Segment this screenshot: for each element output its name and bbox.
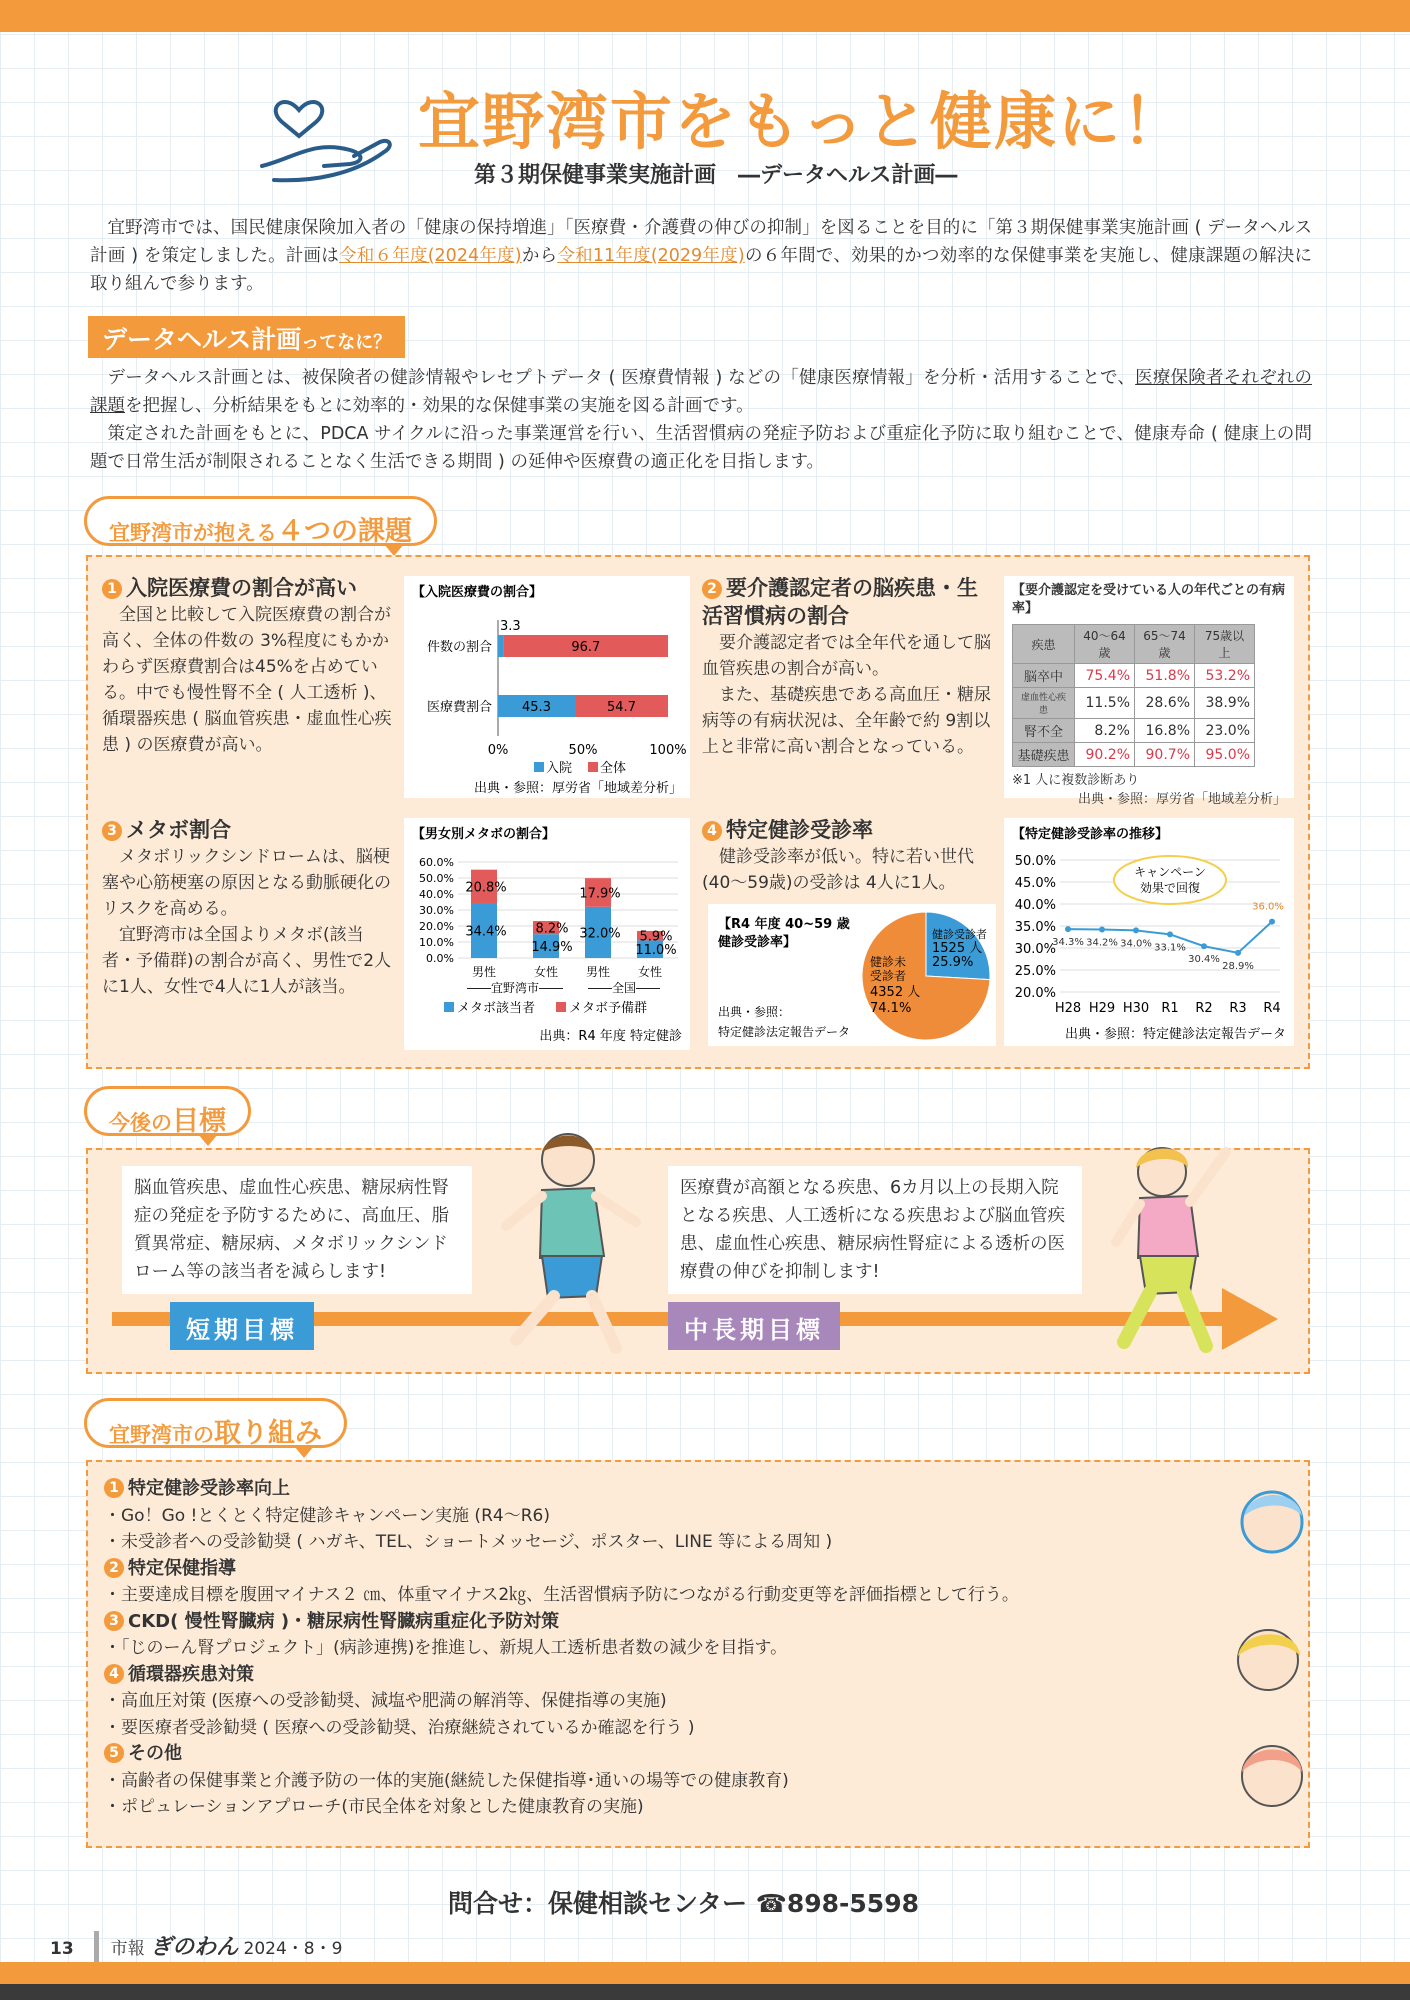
intro-paragraph: 宜野湾市では、国民健康保険加入者の「健康の保持増進」「医療費・介護費の伸びの抑制」を図ることを目的に「第３期保健事業実施計画 ( データヘルス計画 ) を策定しました。計画は令和６年度(2024年度)から令和11年度(2029年度)の６年間で、効果的かつ効率的な保健事業を実施し、健康課題の解決に取り組んで参ります。 <box>90 218 1313 294</box>
period-end: 令和11年度(2029年度) <box>557 246 745 266</box>
hand-heart-icon <box>254 70 414 190</box>
pie-label: 25.9% <box>932 955 974 970</box>
x-tick-label: R2 <box>1195 1001 1213 1016</box>
data-point <box>1235 950 1241 956</box>
category-label: 女性 <box>533 965 559 979</box>
table-row: 脳卒中 75.4% 51.8% 53.2% <box>1013 664 1255 688</box>
page-title: 宜野湾市をもっと健康に！ <box>418 85 1187 158</box>
y-tick-label: 45.0% <box>1014 876 1056 891</box>
data-point <box>1133 927 1139 933</box>
data-label: 34.4% <box>465 924 507 940</box>
category-label: 男性 <box>585 965 611 979</box>
data-label: 8.2% <box>535 921 569 937</box>
medical-staff-illustration <box>1220 1480 1310 1840</box>
y-tick-label: 40.0% <box>1014 898 1056 913</box>
effort-item: 5 その他 ・高齢者の保健事業と介護予防の一体的実施(継続した保健指導･通いの場等での健康教育) ・ポピュレーションアプローチ(市民全体を対象とした健康教育の実施) <box>104 1743 789 1817</box>
data-label: 17.9% <box>579 886 621 902</box>
group-label: ――全国―― <box>587 981 661 995</box>
callout-bubble <box>1114 856 1226 904</box>
x-tick-label: H28 <box>1054 1001 1082 1016</box>
data-label: 54.7 <box>607 700 636 715</box>
data-label: 34.3% <box>1052 937 1084 949</box>
what-paragraph: データヘルス計画とは、被保険者の健診情報やレセプトデータ ( 医療費情報 ) などの「健康医療情報」を分析・活用することで、医療保険者それぞれの課題を把握し、分析結果をもとに効率的・効果的な保健事業の実施を図る計画です。 策定された計画をもとに、PDCA サイクルに沿った事業運営を行い、生活習慣病の発症予防および重症化予防に取り組むことで、健康寿命 ( 健康上の問題で日常生活が制限されることなく生活できる期間 ) の延伸や医療費の適正化を目指します。 <box>90 368 1312 472</box>
x-tick-label: R4 <box>1263 1001 1281 1016</box>
chart-source: 出典・参照：厚労省「地域差分析」 <box>473 781 682 796</box>
footer: 13 市報 ぎのわん 2024・8・9 <box>50 1930 342 1967</box>
period-start: 令和６年度(2024年度) <box>339 246 522 266</box>
issue-1: 1 入院医療費の割合が高い 全国と比較して入院医療費の割合が高く、全体の件数の 3%程度にもかかわらず医療費割合は45%を占めている。中でも慢性腎不全 ( 人工透析 )、循環器疾患 ( 脳血管疾患・虚血性心疾患 ) の医療費が高い。 <box>102 576 392 755</box>
data-label: 96.7 <box>571 640 601 655</box>
chart-inpatient-cost <box>404 576 690 798</box>
pie-label: 受診者 <box>870 969 907 983</box>
x-tick-label: R3 <box>1229 1001 1247 1016</box>
long-term-goal-text: 医療費が高額となる疾患、6カ月以上の長期入院となる疾患、人工透析になる疾患および脳血管疾患、虚血性心疾患、糖尿病性腎症による透析の医療費の伸びを抑制します! <box>668 1166 1082 1294</box>
y-tick-label: 20.0% <box>1014 986 1056 1001</box>
legend-swatch <box>444 1002 454 1012</box>
data-label: 28.9% <box>1222 960 1254 972</box>
y-tick-label: 20.0% <box>419 920 454 933</box>
category-label: 件数の割合 <box>426 640 492 655</box>
effort-item: 3 CKD( 慢性腎臓病 )・糖尿病性腎臓病重症化予防対策 ・「じのーん腎プロジェクト」(病診連携)を推進し、新規人工透析患者数の減少を目指す。 <box>104 1610 788 1658</box>
efforts-heading-pill: 宜野湾市の取り組み <box>84 1398 347 1448</box>
pie-label: 1525 人 <box>932 941 983 956</box>
y-tick-label: 30.0% <box>419 904 454 917</box>
table-row: 腎不全 8.2% 16.8% 23.0% <box>1013 719 1255 743</box>
section-banner-what: データヘルス計画ってなに？ <box>88 316 405 358</box>
page-number: 13 <box>50 1939 74 1959</box>
chart-title: 【R4 年度 40~59 歳 <box>718 917 850 932</box>
page-subtitle: 第３期保健事業実施計画 ―データヘルス計画― <box>474 163 958 188</box>
chart-source: 出典：R4 年度 特定健診 <box>539 1029 682 1044</box>
issues-heading-pill: 宜野湾市が抱える４つの課題 <box>84 496 437 546</box>
goals-heading-pill: 今後の目標 <box>84 1086 251 1136</box>
data-label: 3.3 <box>500 619 521 634</box>
y-tick-label: 50.0% <box>419 872 454 885</box>
chart-source: 特定健診法定報告データ <box>718 1025 851 1039</box>
short-term-goal-text: 脳血管疾患、虚血性心疾患、糖尿病性腎症の発症を予防するために、高血圧、脂質異常症、糖尿病、メタボリックシンドローム等の該当者を減らします! <box>122 1166 472 1294</box>
effort-item: 4 循環器疾患対策 ・高血圧対策 (医療への受診勧奨、減塩や肥満の解消等、保健指導の実施) ・要医療者受診勧奨 ( 医療への受診勧奨、治療継続されているか確認を行う ) <box>104 1663 695 1738</box>
issue-3: 3 メタボ割合 メタボリックシンドロームは、脳梗塞や心筋梗塞の原因となる動脈硬化のリスクを高める。 宜野湾市は全国よりメタボ(該当者・予備群)の割合が高く、男性で2人に1人、女性で4人に1人が該当。 <box>102 818 392 997</box>
data-label: 34.0% <box>1120 938 1152 950</box>
chart-title: 【入院医療費の割合】 <box>412 585 543 600</box>
y-tick-label: 35.0% <box>1014 920 1056 935</box>
chart-title: 【男女別メタボの割合】 <box>412 827 556 842</box>
bar <box>498 635 504 657</box>
data-label: 45.3 <box>522 700 551 715</box>
legend-swatch <box>588 762 598 772</box>
chart-source: 出典・参照： <box>718 1005 791 1019</box>
table-care-prevalence: 【要介護認定を受けている人の年代ごとの有病率】 疾患 40～64歳 65～74歳 75歳以上 脳卒中 75.4% 51.8% 53.2% 虚血性心疾患 11.5% 28.6% 38.9% 腎不全 8.2% 16.8% 23.0% 基礎疾患 90.2% 90.7% 95.0% ※1 人に複数診断あり 出典・参照：厚労省「地域差分析」 <box>1004 576 1294 798</box>
data-point <box>1065 926 1071 932</box>
running-woman-illustration <box>1110 1132 1240 1372</box>
x-tick-label: 0% <box>487 743 509 758</box>
legend-label: 入院 <box>546 761 573 776</box>
effort-item: 2 特定保健指導 ・主要達成目標を腹囲マイナス２ ㎝、体重マイナス2㎏、生活習慣病予防につながる行動変更等を評価指標として行う。 <box>104 1557 1019 1605</box>
contact-info: 問合せ：保健相談センター ☎898-5598 <box>448 1889 919 1918</box>
y-tick-label: 25.0% <box>1014 964 1056 979</box>
chart-metabo <box>404 818 690 1050</box>
data-label: 14.9% <box>531 940 573 956</box>
x-tick-label: 50% <box>568 743 598 758</box>
data-point <box>1269 919 1275 925</box>
legend-label: 全体 <box>600 761 627 776</box>
x-tick-label: H29 <box>1088 1001 1116 1016</box>
data-label: 36.0% <box>1252 901 1284 913</box>
callout-text: キャンペーン <box>1134 865 1206 879</box>
bottom-color-bar <box>0 1962 1410 2000</box>
pie-label: 74.1% <box>870 1001 912 1016</box>
y-tick-label: 50.0% <box>1014 854 1056 869</box>
data-label: 30.4% <box>1188 954 1220 966</box>
x-tick-label: 100% <box>649 743 687 758</box>
legend-swatch <box>556 1002 566 1012</box>
effort-item: 1 特定健診受診率向上 ・Go！Go !とくとく特定健診キャンペーン実施 (R4～R6) ・未受診者への受診勧奨 ( ハガキ、TEL、ショートメッセージ、ポスター、LINE 等による周知 ) <box>104 1478 833 1552</box>
chart-checkup-trend <box>1004 818 1294 1046</box>
magazine-logo: ぎのわん <box>150 1934 239 1960</box>
x-tick-label: H30 <box>1122 1001 1150 1016</box>
category-label: 医療費割合 <box>426 700 492 715</box>
chart-title: 【特定健診受診率の推移】 <box>1012 827 1169 842</box>
legend-label: メタボ予備群 <box>569 1001 648 1016</box>
prevalence-table: 疾患 40～64歳 65～74歳 75歳以上 脳卒中 75.4% 51.8% 53.2% 虚血性心疾患 11.5% 28.6% 38.9% 腎不全 8.2% 16.8% 23.0% 基礎疾患 90.2% 90.7% 95.0% <box>1012 624 1255 767</box>
data-label: 34.2% <box>1086 937 1118 949</box>
running-man-illustration <box>496 1126 646 1366</box>
long-term-goal-label: 中長期目標 <box>668 1302 840 1350</box>
legend-label: メタボ該当者 <box>457 1001 536 1016</box>
x-tick-label: R1 <box>1161 1001 1179 1016</box>
chart-checkup-pie <box>708 904 996 1046</box>
y-tick-label: 30.0% <box>1014 942 1056 957</box>
efforts-list <box>104 1476 1224 1821</box>
table-row: 虚血性心疾患 11.5% 28.6% 38.9% <box>1013 688 1255 719</box>
data-point <box>1167 931 1173 937</box>
callout-text: 効果で回復 <box>1139 881 1201 895</box>
legend-swatch <box>534 762 544 772</box>
group-label: ――宜野湾市―― <box>466 981 564 995</box>
category-label: 女性 <box>637 965 663 979</box>
data-label: 33.1% <box>1154 942 1186 954</box>
category-label: 男性 <box>471 965 497 979</box>
data-label: 11.0% <box>635 943 677 959</box>
data-point <box>1099 927 1105 933</box>
data-label: 32.0% <box>579 926 621 942</box>
data-label: 5.9% <box>639 929 673 945</box>
y-tick-label: 10.0% <box>419 936 454 949</box>
chart-title: 健診受診率】 <box>718 935 797 950</box>
data-label: 20.8% <box>465 880 507 896</box>
pie-label: 健診未 <box>870 955 907 969</box>
data-point <box>1201 943 1207 949</box>
issue-4: 4 特定健診受診率 健診受診率が低い。特に若い世代(40～59歳)の受診は 4人に1人。 <box>702 818 974 893</box>
issue-2: 2 要介護認定者の脳疾患・生活習慣病の割合 要介護認定者では全年代を通して脳血管疾患の割合が高い。 また、基礎疾患である高血圧・糖尿病等の有病状況は、全年齢で約 9割以上と非常に高い割合となっている。 <box>702 576 991 757</box>
y-tick-label: 40.0% <box>419 888 454 901</box>
y-tick-label: 0.0% <box>426 952 454 965</box>
pie-label: 4352 人 <box>870 985 921 1000</box>
chart-source: 出典・参照：特定健診法定報告データ <box>1064 1027 1286 1042</box>
top-color-bar <box>0 0 1410 32</box>
table-row: 基礎疾患 90.2% 90.7% 95.0% <box>1013 743 1255 767</box>
pie-label: 健診受診者 <box>932 928 987 941</box>
y-tick-label: 60.0% <box>419 856 454 869</box>
short-term-goal-label: 短期目標 <box>170 1302 314 1350</box>
